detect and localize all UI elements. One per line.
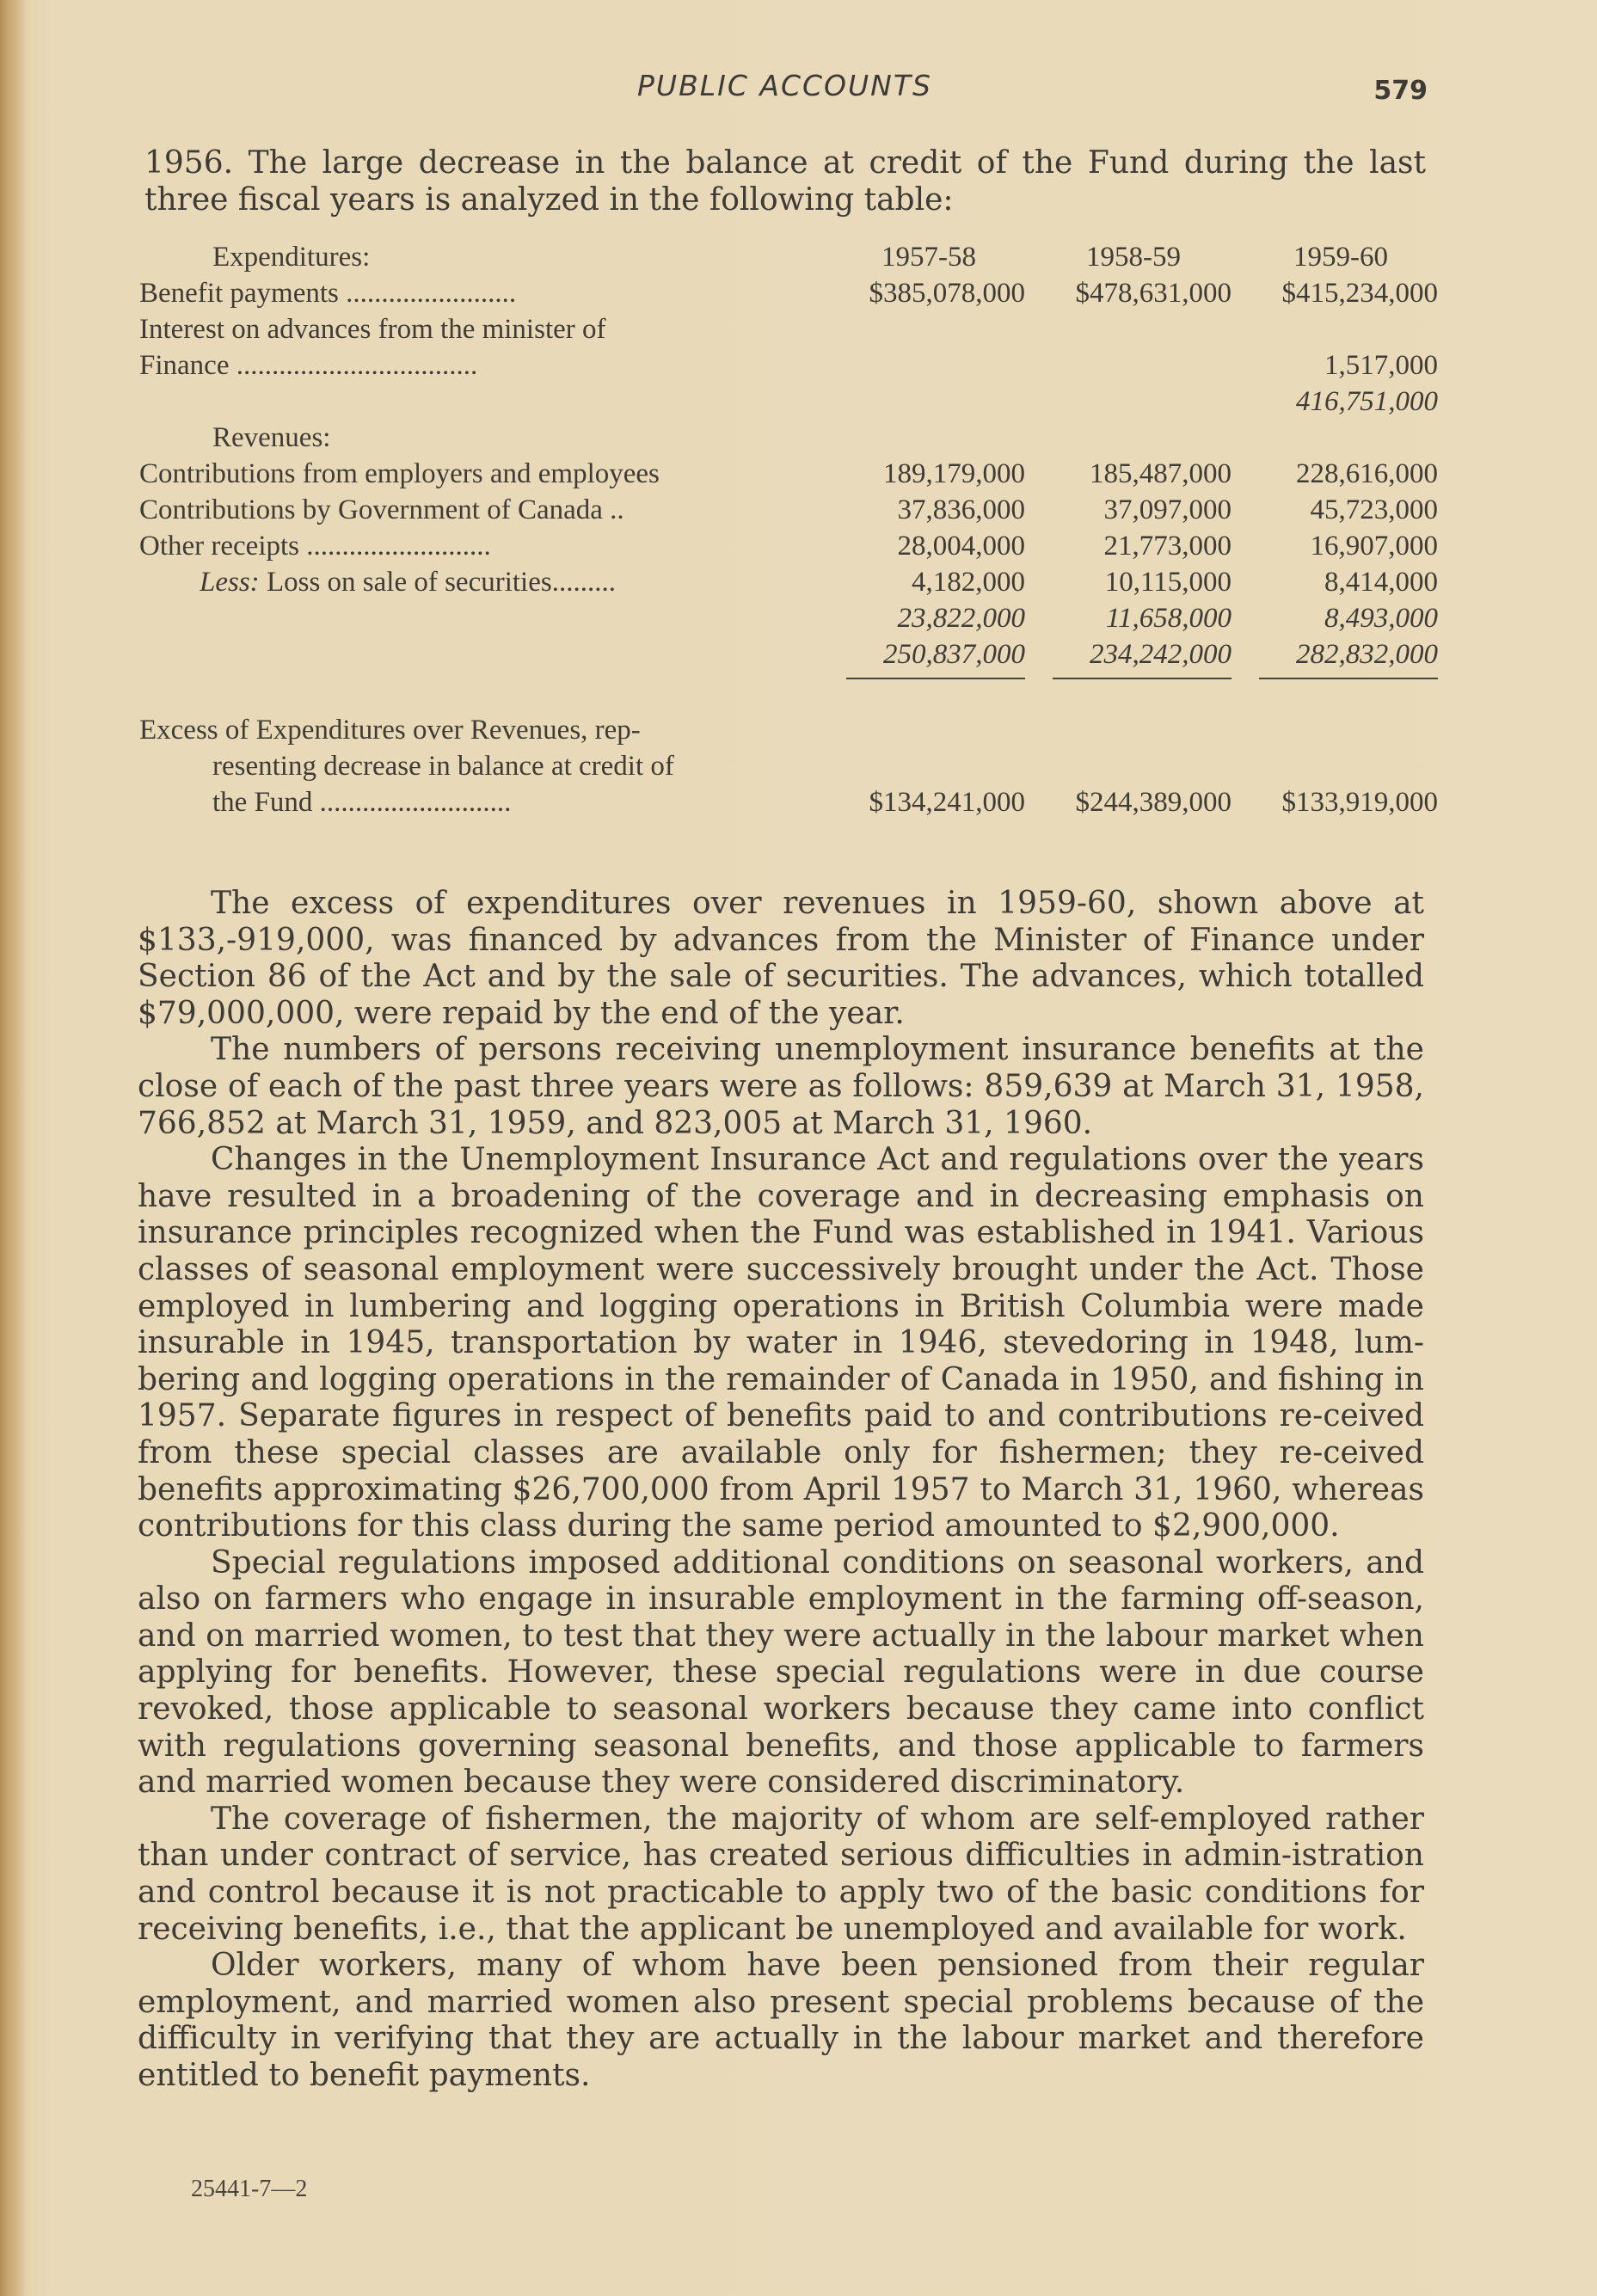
cell-1958-59: 10,115,000 [1104,567,1232,598]
table-row-revenue-total [139,636,1438,672]
paragraph-3: Changes in the Unemployment Insurance Act and regulations over the years have resulted in a broadening of the coverage and in decreasing emphasis on insurance principles recognized when the Fund was established in 1941. Various classes of seasonal employment were successively brought under the Act. Those employed in lumbering and logging operations in British Columbia were made insurable in 1945, transportation by water in 1946, stevedoring in 1948, lum-bering and logging operations in the remainder of Canada in 1950, and fishing in 1957. Separate figures in respect of benefits paid to and contributions re-ceived from these special classes are available only for fishermen; they re-ceived benefits approximating $26,700,000 from April 1957 to March 31, 1960, whereas contributions for this class during the same period amounted to $2,900,000. [138,1142,1424,1544]
book-spine-edge [0,0,26,2296]
cell-1958-59: 37,097,000 [1103,494,1232,525]
signature-mark: 25441-7—2 [191,2176,308,2202]
cell-1959-60: 8,414,000 [1324,567,1438,598]
cell-1958-59: $478,631,000 [1075,278,1232,309]
row-label: Interest on advances from the minister of [139,314,606,345]
table-row-interest-label [139,311,1429,347]
expenditures-heading: Expenditures: [212,242,371,273]
table-row-excess-label-1 [139,712,1429,748]
paragraph-5: The coverage of fishermen, the majority of whom are self-employed rather than under contract of service, has created serious difficulties in admin-istration and control because it is not practicable to apply two of the basic conditions for receiving benefits, i.e., that the applicant be unemployed and available for work. [138,1801,1424,1947]
cell-1957-58: 250,837,000 [883,639,1025,670]
paragraph-6: Older workers, many of whom have been pensioned from their regular employment, and married women also present special problems because of the difficulty in verifying that they are actually in the labour market and therefore entitled to benefit payments. [138,1948,1424,2093]
table-row-other-receipts [139,528,1438,564]
running-head: PUBLIC ACCOUNTS [637,69,932,102]
row-label: Contributions by Government of Canada .. [139,494,624,525]
paragraph-2: The numbers of persons receiving unemployment insurance benefits at the close of each of the past three years were as follows: 859,639 at March 31, 1958, 766,852 at March 31, 1959, and 823,005 at March 31, 1960. [138,1032,1424,1141]
year-header-3: 1959-60 [1293,242,1388,273]
table-row-benefit-payments [139,275,1438,311]
total-rule-1 [846,678,1025,679]
table-row-net-other [139,600,1438,636]
cell-1959-60: $415,234,000 [1281,278,1438,309]
cell-1959-60: 416,751,000 [1296,386,1438,417]
table-row-contributions-government [139,492,1438,528]
cell-1959-60: 16,907,000 [1310,531,1438,562]
table-row-loss-on-sale [139,564,1438,600]
page-header [142,69,1428,112]
row-label: the Fund ........................... [212,787,512,818]
cell-1958-59: 21,773,000 [1103,531,1232,562]
table-row-revenues-heading [139,420,1429,456]
cell-1957-58: 37,836,000 [897,494,1025,525]
cell-1957-58: 189,179,000 [883,458,1025,489]
cell-1959-60: 45,723,000 [1310,494,1438,525]
less-label: Less: [200,567,260,598]
revenues-heading: Revenues: [212,422,331,453]
table-row-excess-label-2 [139,748,1429,784]
loss-label: Loss on sale of securities......... [259,567,616,598]
cell-1957-58: $385,078,000 [869,278,1025,309]
row-label: Benefit payments ........................ [139,278,517,309]
table-header-row [139,239,1429,275]
table-rule-row [139,672,1429,685]
paragraph-4: Special regulations imposed additional conditions on seasonal workers, and also on farmers who engage in insurable employment in the farming off-season, and on married women, to test that they were actually in the labour market when applying for benefits. However, these special regulations were in due course revoked, those applicable to seasonal workers because they came into conflict with regulations governing seasonal benefits, and those applicable to farmers and married women because they were considered discriminatory. [138,1544,1424,1801]
fund-analysis-table [139,239,1438,820]
row-label: Other receipts .......................... [139,531,491,562]
cell-1958-59: 185,487,000 [1090,458,1232,489]
body-text [138,886,1424,2095]
row-label: resenting decrease in balance at credit of [212,751,674,782]
cell-1958-59: 234,242,000 [1090,639,1232,670]
cell-1959-60: $133,919,000 [1281,787,1438,818]
table-row-contributions-employers [139,456,1438,492]
row-label: Excess of Expenditures over Revenues, rep- [139,715,641,746]
total-rule-3 [1259,678,1438,679]
paragraph-1: The excess of expenditures over revenues in 1959-60, shown above at $133,-919,000, was financed by advances from the Minister of Finance under Section 86 of the Act and by the sale of securities. The advances, which totalled $79,000,000, were repaid by the end of the year. [138,886,1424,1031]
cell-1957-58: 28,004,000 [897,531,1025,562]
year-header-2: 1958-59 [1086,242,1181,273]
cell-1959-60: 1,517,000 [1324,350,1438,381]
table-row-expenditure-total [139,384,1438,420]
cell-1958-59: 11,658,000 [1105,603,1232,634]
row-label: Finance .................................. [139,350,478,381]
cell-1957-58: 23,822,000 [897,603,1025,634]
row-label: Contributions from employers and employees [139,458,660,489]
cell-1957-58: 4,182,000 [912,567,1025,598]
total-rule-2 [1053,678,1232,679]
page-number: 579 [1373,76,1428,106]
row-label [200,564,888,600]
table-row-excess [139,784,1438,820]
table-row-interest [139,347,1438,384]
table-spacer [139,685,1429,712]
cell-1959-60: 282,832,000 [1296,639,1438,670]
cell-1958-59: $244,389,000 [1075,787,1232,818]
intro-paragraph: 1956. The large decrease in the balance at credit of the Fund during the last three fiscal years is analyzed in the following table: [144,145,1426,218]
cell-1959-60: 8,493,000 [1324,603,1438,634]
year-header-1: 1957-58 [881,242,976,273]
cell-1957-58: $134,241,000 [869,787,1025,818]
cell-1959-60: 228,616,000 [1296,458,1438,489]
